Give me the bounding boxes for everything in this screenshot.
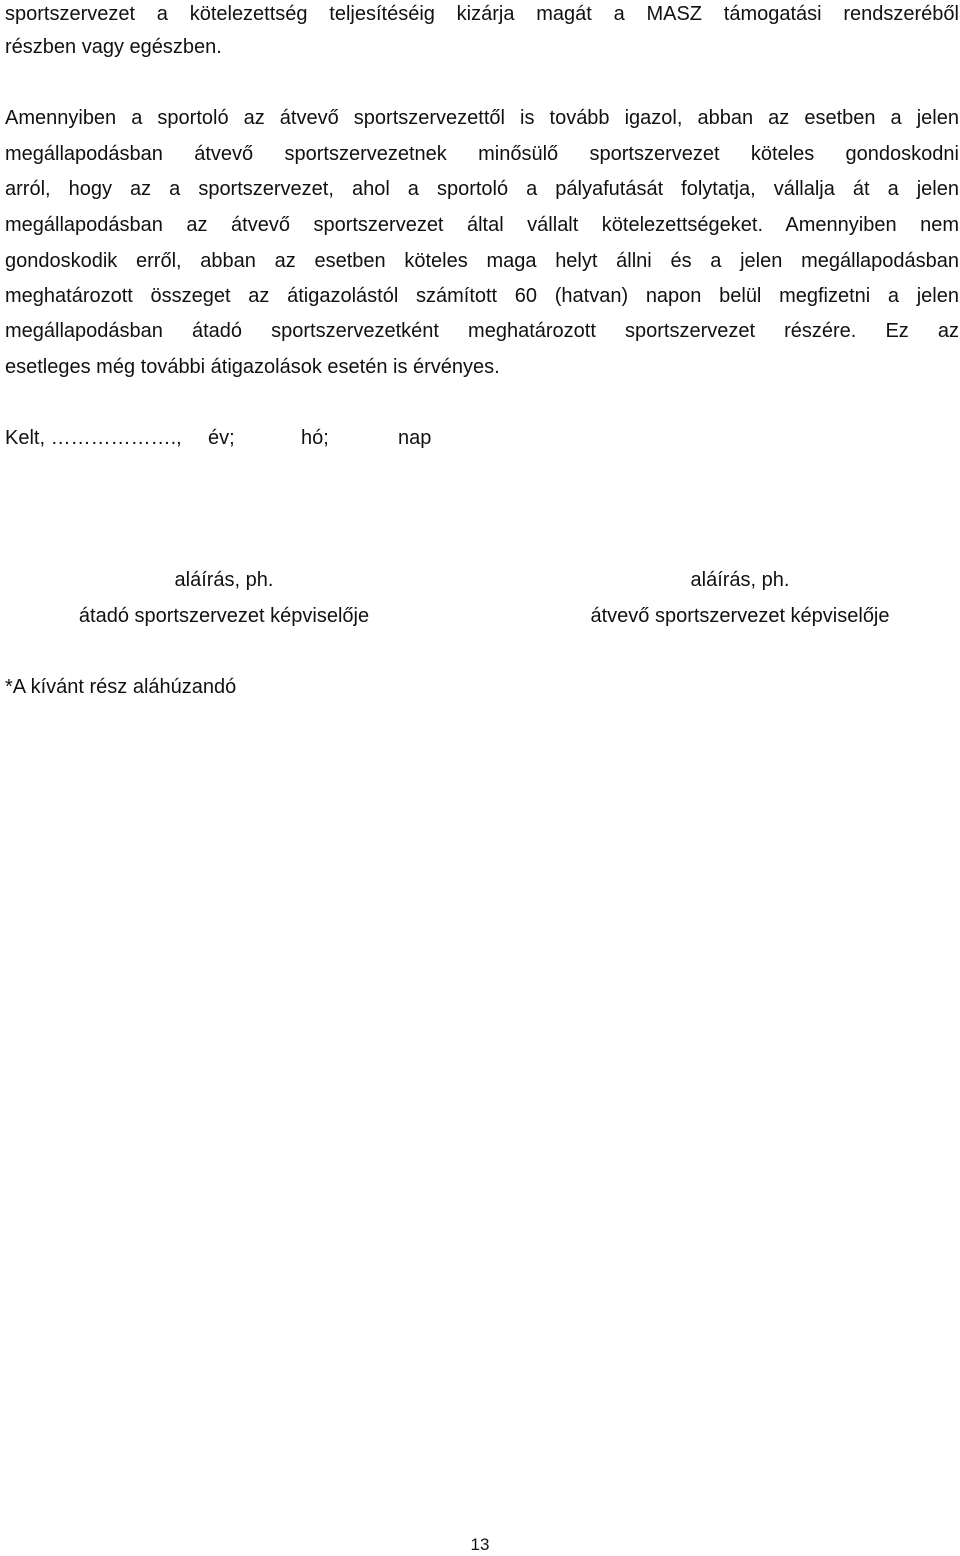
paragraph-line-2: megállapodásban átvevő sportszervezetnek minősülő sportszervezet köteles gondoskodni bbox=[5, 143, 959, 165]
paragraph-line-3: arról, hogy az a sportszervezet, ahol a sportoló a pályafutását folytatja, vállalja át a jelen bbox=[5, 178, 959, 200]
paragraph-line-5: gondoskodik erről, abban az esetben köteles maga helyt állni és a jelen megállapodásban bbox=[5, 250, 959, 272]
signature-block-left bbox=[4, 567, 444, 629]
page-number: 13 bbox=[470, 1535, 490, 1554]
paragraph-line-6: meghatározott összeget az átigazolástól számított 60 (hatvan) napon belül megfizetni a jelen bbox=[5, 285, 959, 307]
paragraph-line-1: Amennyiben a sportoló az átvevő sportszervezettől is tovább igazol, abban az esetben a jelen bbox=[5, 107, 959, 129]
carryover-line-1: sportszervezet a kötelezettség teljesítéséig kizárja magát a MASZ támogatási rendszeréből bbox=[5, 3, 959, 25]
signature-role-right: átvevő sportszervezet képviselője bbox=[590, 605, 890, 627]
signature-block-right bbox=[520, 567, 960, 629]
date-place-label: Kelt, ………………., bbox=[5, 427, 182, 449]
signature-label-left: aláírás, ph. bbox=[174, 569, 274, 591]
date-day-label: nap bbox=[398, 427, 432, 449]
footnote: *A kívánt rész aláhúzandó bbox=[5, 676, 237, 698]
signature-label-right: aláírás, ph. bbox=[690, 569, 790, 591]
paragraph-line-4: megállapodásban az átvevő sportszervezet által vállalt kötelezettségeket. Amennyiben nem bbox=[5, 214, 959, 236]
date-month-label: hó; bbox=[301, 427, 329, 449]
carryover-line-2: részben vagy egészben. bbox=[5, 36, 222, 58]
signature-role-left: átadó sportszervezet képviselője bbox=[78, 605, 370, 627]
date-year-label: év; bbox=[208, 427, 235, 449]
paragraph-line-7: megállapodásban átadó sportszervezetként meghatározott sportszervezet részére. Ez az bbox=[5, 320, 959, 342]
paragraph-line-8: esetleges még további átigazolások esetén is érvényes. bbox=[5, 356, 500, 378]
